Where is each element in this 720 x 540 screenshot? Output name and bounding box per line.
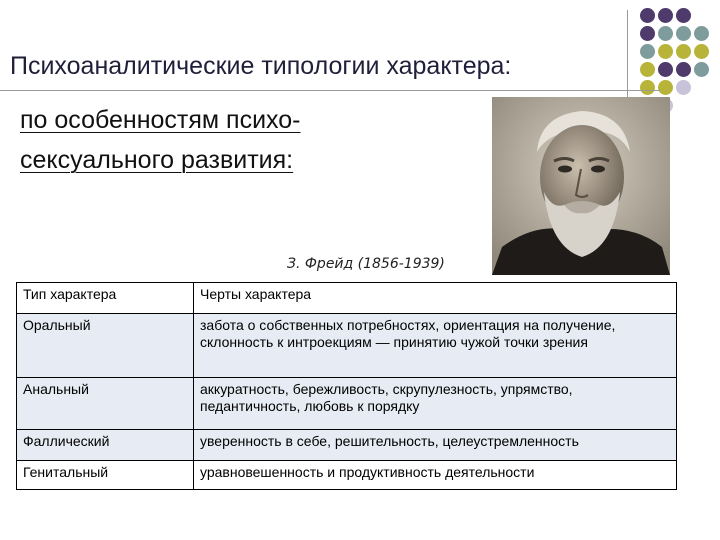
table-row [17,378,677,430]
portrait-image [492,97,670,275]
cell-traits: аккуратность, бережливость, скрупулезность, упрямство, педантичность, любовь к порядку [194,378,677,430]
cell-traits: уравновешенность и продуктивность деятельности [194,461,677,490]
cell-type: Фаллический [17,430,194,461]
cell-traits: уверенность в себе, решительность, целеустремленность [194,430,677,461]
dot [640,44,655,59]
dot [676,44,691,59]
dot [640,8,655,23]
table-row [17,314,677,378]
dot [694,62,709,77]
dot [676,8,691,23]
dot [658,44,673,59]
dot [694,44,709,59]
subtitle-text: по особенностям психо-сексуального развития: [20,106,301,174]
dot [640,80,655,95]
cell-type: Генитальный [17,461,194,490]
dot [694,26,709,41]
header-type: Тип характера [17,283,194,314]
cell-type: Оральный [17,314,194,378]
slide-subtitle [20,100,400,180]
table-row [17,461,677,490]
dot [640,26,655,41]
dot [658,80,673,95]
cell-traits: забота о собственных потребностях, ориентация на получение, склонность к интроекциям — принятию чужой точки зрения [194,314,677,378]
dot [676,26,691,41]
dot [676,80,691,95]
portrait-photo [492,97,670,275]
dot [676,62,691,77]
dot [658,26,673,41]
dot [658,8,673,23]
horizontal-divider [0,90,660,91]
portrait-caption: З. Фрейд (1856-1939) [287,256,445,272]
header-traits: Черты характера [194,283,677,314]
slide-title: Психоаналитические типологии характера: [10,52,512,80]
cell-type: Анальный [17,378,194,430]
table-row [17,430,677,461]
character-types-table [16,282,677,490]
dot [640,62,655,77]
table-header-row [17,283,677,314]
dot [658,62,673,77]
